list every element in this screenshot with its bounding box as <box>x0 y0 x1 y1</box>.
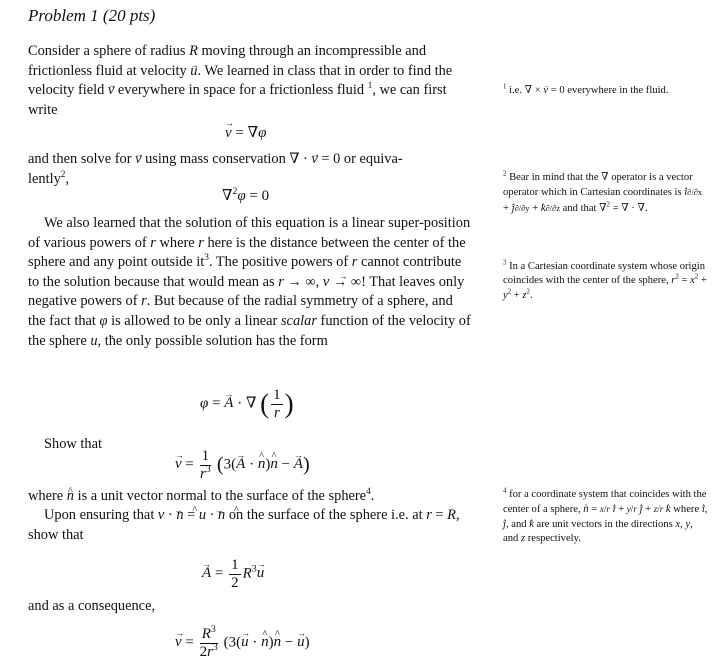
paragraph-boundary-condition: Upon ensuring that v → · n ^ = u → · n ^ on the surface of the sphere i.e. at r = R, show that <box>28 506 473 545</box>
paragraph-show-that: Show that <box>44 436 102 452</box>
sidenote-1: $^1$ i.e. ∇ × v → = 0 everywhere in the fluid. <box>503 84 708 98</box>
paragraph-consequence: and as a consequence, <box>28 598 156 614</box>
paragraph-unit-normal: where n ^ is a unit vector normal to the surface of the sphere$^4$. <box>28 487 473 507</box>
equation-potential: φ = A → · ∇ ( $\frac{1}{r}$ ) <box>200 387 294 421</box>
equation-velocity-field: v → = $\frac{1}{r^3}$ (3(A → · n ^)n ^ − A →) <box>175 448 310 482</box>
paragraph-solution-form: We also learned that the solution of this equation is a linear super-position of various powers of r where r here is the distance between the center of the sphere and any point outside $it^3$. The positive powers of r cannot contribute to the solution because that would mean as r → ∞, v → → ∞! That leaves only negative powers of r. But because of the radial symmetry of a sphere, and the fact that φ is allowed to be only a linear scalar function of the velocity of the sphere u →, the only possible solution has the form <box>28 214 473 351</box>
paragraph-intro: Consider a sphere of radius R moving through an incompressible and frictionless fluid at velocity u →. We learned in class that in order to find the velocity field v → everywhere in space for a frictionless fluid $^1$, we can first write <box>28 42 473 120</box>
equation-final-velocity: v → = $\frac{R^3}{2r^3}$ (3(u → · n ^)n ^ − u →) <box>175 626 310 660</box>
sidenote-4: $^4$ for a coordinate system that coincides with the center of a sphere, n ^ = x/r i ^ + y/r j ^ + z/r k ^ where i ^, j ^, and k ^ are unit vectors in the directions x, y, and z respectively. <box>503 488 708 546</box>
sidenote-3: $^3$ In a Cartesian coordinate system whose origin coincides with the center of the sphere, $r^2 = x^2 + y^2 + z^2$. <box>503 259 707 301</box>
equation-A-vector: A → = $\frac{1}{2}$ $R^3u$ → <box>202 557 264 591</box>
equation-laplace: ∇$^2$φ = 0 <box>222 186 270 204</box>
problem-title: Problem 1 (20 pts) <box>28 6 156 25</box>
sidenote-2: $^2$ Bear in mind that the ∇ operator is a vector operator which in Cartesian coordinates is i ^∂/∂x + j ^∂/∂y + k ^∂/∂z and that ∇$^2$ = ∇ · ∇. <box>503 171 708 216</box>
equation-velocity-gradient: v → = ∇φ <box>225 123 266 142</box>
paragraph-mass-conservation: and then solve for v → using mass conservation ∇ · v → = 0 or equiva- lently$^2$, <box>28 150 473 189</box>
